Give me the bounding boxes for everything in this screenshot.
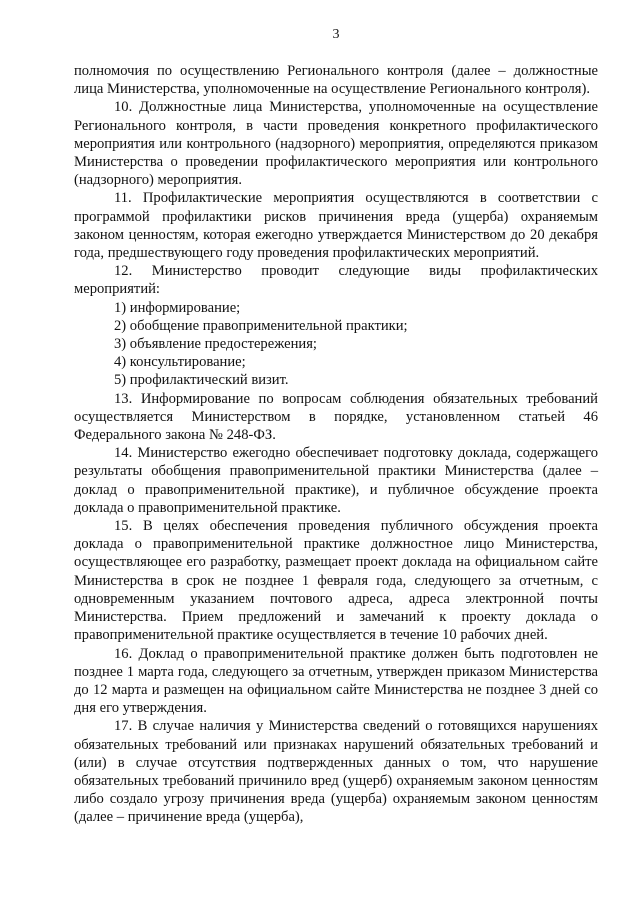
paragraph-17: 17. В случае наличия у Министерства сведений о готовящихся нарушениях обязательных требований или признаках нарушений обязательных требований и (или) в случае отсутствия подтвержденных данных о том, что нарушение обязательных требований причинило вред (ущерб) охраняемым законом ценностям либо создало угрозу причинения вреда (ущерба) охраняемым законом ценностям (далее – причинение вреда (ущерба), — [74, 718, 598, 826]
paragraph-15: 15. В целях обеспечения проведения публичного обсуждения проекта доклада о правоприменительной практике должностное лицо Министерства, осуществляющее его разработку, размещает проект доклада на официальном сайте Министерства в срок не позднее 1 февраля года, следующего за отчетным, с одновременным указанием почтового адреса, адреса электронной почты Министерства. Прием предложений и замечаний к проекту доклада о правоприменительной практике осуществляется в течение 10 рабочих дней. — [74, 518, 598, 644]
paragraph-10: 10. Должностные лица Министерства, уполномоченные на осуществление Регионального контроля, в части проведения конкретного профилактического мероприятия или контрольного (надзорного) мероприятия, определяются приказом Министерства о проведении профилактического мероприятия или контрольного (надзорного) мероприятия. — [74, 99, 598, 189]
paragraph-12: 12. Министерство проводит следующие виды профилактических мероприятий: — [74, 263, 598, 298]
paragraph-14: 14. Министерство ежегодно обеспечивает подготовку доклада, содержащего результаты обобщения правоприменительной практики Министерства (далее – доклад о правоприменительной практике), и публичное обсуждение проекта доклада о правоприменительной практике. — [74, 445, 598, 516]
list-item: 2) обобщение правоприменительной практики; — [114, 317, 408, 334]
page-number: 3 — [332, 27, 340, 42]
document-page — [74, 26, 598, 827]
paragraph-continuation: полномочия по осуществлению Регионального контроля (далее – должностные лица Министерства, уполномоченные на осуществление Регионального контроля). — [74, 63, 598, 98]
paragraph-16: 16. Доклад о правоприменительной практике должен быть подготовлен не позднее 1 марта года, следующего за отчетным, утвержден приказом Министерства до 12 марта и размещен на официальном сайте Министерства не позднее 3 дней со дня его утверждения. — [74, 645, 598, 717]
prevention-measures-list — [74, 299, 598, 390]
list-item: 1) информирование; — [114, 299, 241, 316]
list-item: 5) профилактический визит. — [114, 372, 289, 389]
paragraph-11: 11. Профилактические мероприятия осуществляются в соответствии с программой профилактики рисков причинения вреда (ущерба) охраняемым законом ценностям, которая ежегодно утверждается Министерством до 20 декабря года, предшествующего году проведения профилактических мероприятий. — [74, 190, 598, 262]
list-item: 4) консультирование; — [114, 354, 246, 371]
list-item: 3) объявление предостережения; — [114, 336, 317, 353]
paragraph-13: 13. Информирование по вопросам соблюдения обязательных требований осуществляется Министерством в порядке, установленном статьей 46 Федерального закона № 248-ФЗ. — [74, 390, 598, 444]
